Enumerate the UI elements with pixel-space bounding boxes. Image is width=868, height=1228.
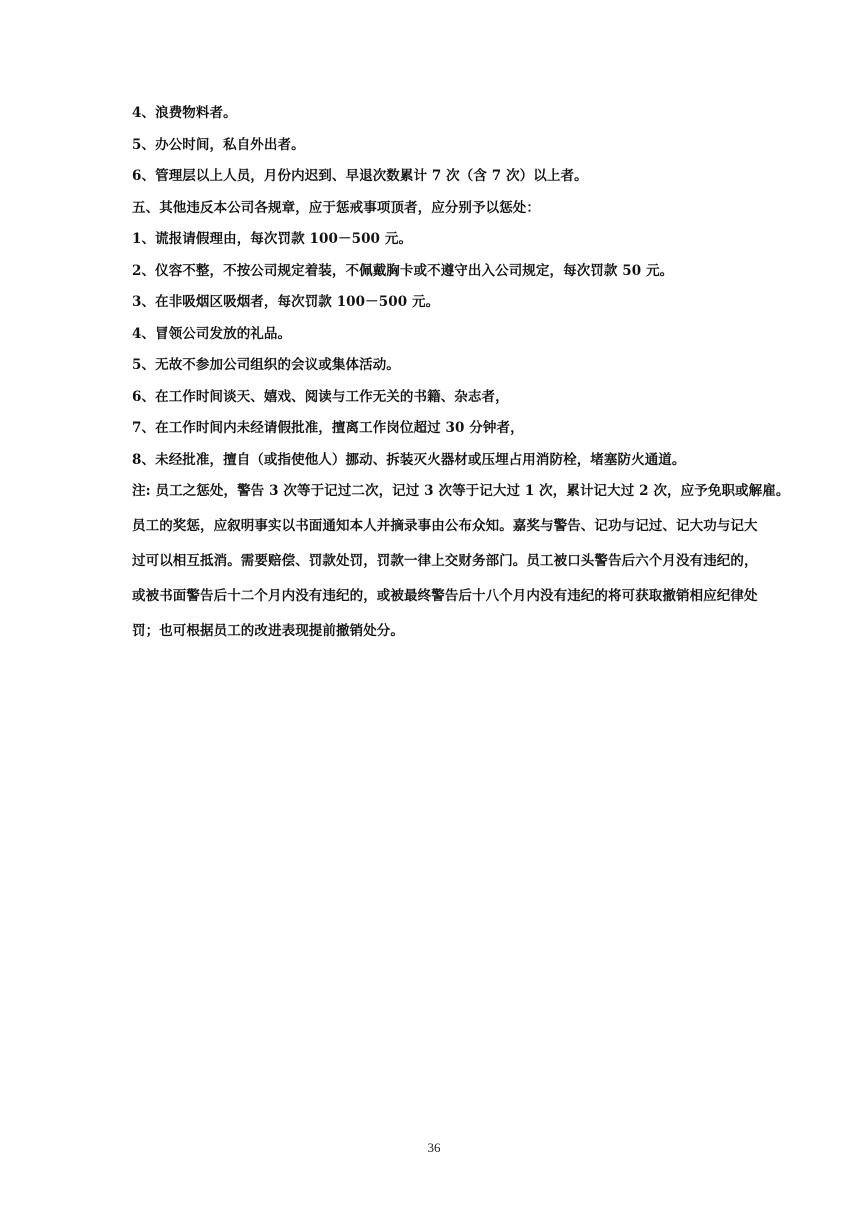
- note-line: 过可以相互抵消。需要赔偿、罚款处罚，罚款一律上交财务部门。员工被口头警告后六个月没有违纪的，: [132, 553, 758, 569]
- list-item: 4、浪费物料者。: [132, 105, 237, 121]
- page-number: 36: [427, 1140, 441, 1155]
- list-item: 6、在工作时间谈天、嬉戏、阅读与工作无关的书籍、杂志者，: [132, 388, 509, 405]
- list-item: 6、管理层以上人员，月份内迟到、早退次数累计 7 次（含 7 次）以上者。: [132, 168, 588, 184]
- section-heading: 五、其他违反本公司各规章，应于惩戒事项顶者，应分别予以惩处：: [132, 199, 540, 216]
- list-item: 7、在工作时间内未经请假批准，擅离工作岗位超过 30 分钟者，: [132, 420, 524, 436]
- list-item: 2、仪容不整，不按公司规定着装，不佩戴胸卡或不遵守出入公司规定，每次罚款 50 元。: [132, 262, 674, 279]
- note-line: 罚；也可根据员工的改进表现提前撤销处分。: [132, 623, 404, 639]
- list-item: 1、谎报请假理由，每次罚款 100－500 元。: [132, 231, 413, 247]
- note-line: 注: 员工之惩处，警告 3 次等于记过二次，记过 3 次等于记大过 1 次，累计记大过 2 次，应予免职或解雇。: [132, 483, 790, 499]
- list-item: 5、办公时间，私自外出者。: [132, 136, 305, 153]
- list-item: 4、冒领公司发放的礼品。: [132, 325, 292, 342]
- page-content: [132, 104, 790, 657]
- note-line: 员工的奖惩，应叙明事实以书面通知本人并摘录事由公布众知。嘉奖与警告、记功与记过、记大功与记大: [132, 518, 758, 534]
- list-item: 3、在非吸烟区吸烟者，每次罚款 100－500 元。: [132, 294, 440, 310]
- note-paragraph: [132, 482, 790, 641]
- list-item: 8、未经批准，擅自（或指使他人）挪动、拆装灭火器材或压埋占用消防栓，堵塞防火通道。: [132, 451, 686, 468]
- list-item: 5、无故不参加公司组织的会议或集体活动。: [132, 357, 400, 373]
- note-line: 或被书面警告后十二个月内没有违纪的，或被最终警告后十八个月内没有违纪的将可获取撤销相应纪律处: [132, 588, 758, 604]
